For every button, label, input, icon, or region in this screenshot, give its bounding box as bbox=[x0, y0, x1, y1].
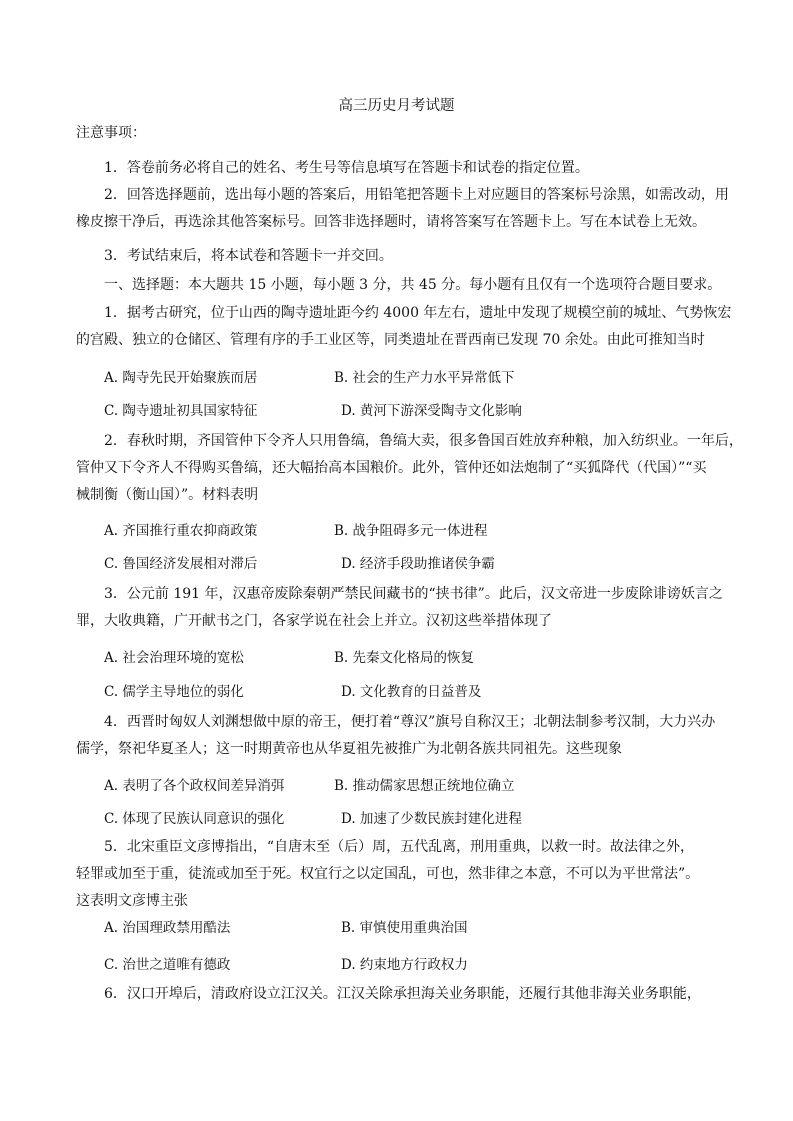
question-stem: 6．汉口开埠后，清政府设立江汉关。江汉关除承担海关业务职能，还履行其他非海关业务职能， bbox=[104, 986, 701, 1002]
option-c[interactable]: C. 陶寺遗址初具国家特征 bbox=[104, 403, 258, 419]
notice-line: 3．考试结束后，将本试卷和答题卡一并交回。 bbox=[104, 248, 393, 264]
question-stem: 管仲又下令齐人不得购买鲁缟，还大幅抬高本国粮价。此外，管仲还如法炮制了“买狐降代（代国）”“买 bbox=[76, 460, 707, 476]
option-a[interactable]: A. 表明了各个政权间差异消弭 bbox=[104, 778, 285, 794]
exam-title: 高三历史月考试题 bbox=[338, 98, 455, 114]
section-heading: 一、选择题：本大题共 15 小题，每小题 3 分，共 45 分。每小题有且仅有一个选项符合题目要求。 bbox=[104, 277, 722, 293]
option-c[interactable]: C. 鲁国经济发展相对滞后 bbox=[104, 556, 258, 572]
option-b[interactable]: B. 社会的生产力水平异常低下 bbox=[334, 370, 515, 386]
option-d[interactable]: D. 经济手段助推诸侯争霸 bbox=[341, 556, 495, 572]
notice-line: 1．答卷前务必将自己的姓名、考生号等信息填写在答题卡和试卷的指定位置。 bbox=[104, 160, 589, 176]
notice-line: 橡皮擦干净后，再选涂其他答案标号。回答非选择题时，请将答案写在答题卡上。写在本试卷上无效。 bbox=[76, 214, 706, 230]
option-b[interactable]: B. 推动儒家思想正统地位确立 bbox=[334, 778, 515, 794]
question-stem: 儒学，祭祀华夏圣人；这一时期黄帝也从华夏祖先被推广为北朝各族共同祖先。这些现象 bbox=[76, 741, 622, 757]
notice-line: 2．回答选择题前，选出每小题的答案后，用铅笔把答题卡上对应题目的答案标号涂黑，如需改动，用 bbox=[104, 187, 729, 203]
option-d[interactable]: D. 加速了少数民族封建化进程 bbox=[341, 811, 522, 827]
notice-heading: 注意事项： bbox=[76, 125, 146, 141]
option-d[interactable]: D. 文化教育的日益普及 bbox=[341, 684, 482, 700]
option-c[interactable]: C. 治世之道唯有德政 bbox=[104, 957, 231, 973]
question-stem: 轻罪或加至于重，徒流或加至于死。权宜行之以定国乱，可也，然非律之本意，不可以为平世常法”。 bbox=[76, 866, 700, 882]
option-c[interactable]: C. 体现了民族认同意识的强化 bbox=[104, 811, 285, 827]
option-a[interactable]: A. 社会治理环境的宽松 bbox=[104, 650, 244, 666]
option-a[interactable]: A. 齐国推行重农抑商政策 bbox=[104, 523, 258, 539]
question-stem: 5．北宋重臣文彦博指出，“自唐末至（后）周，五代乱离，刑用重典，以救一时。故法律之外， bbox=[104, 839, 695, 855]
option-a[interactable]: A. 陶寺先民开始聚族而居 bbox=[104, 370, 258, 386]
question-stem: 2．春秋时期，齐国管仲下令齐人只用鲁缟，鲁缟大卖，很多鲁国百姓放弃种粮，加入纺织业。一年后， bbox=[104, 433, 743, 449]
question-stem: 1．据考古研究，位于山西的陶寺遗址距今约 4000 年左右，遗址中发现了规模空前的城址、气势恢宏 bbox=[104, 305, 732, 321]
option-d[interactable]: D. 约束地方行政权力 bbox=[341, 957, 468, 973]
option-b[interactable]: B. 审慎使用重典治国 bbox=[341, 920, 468, 936]
question-stem: 这表明文彦博主张 bbox=[76, 893, 188, 909]
question-stem: 械制衡（衡山国）”。材料表明 bbox=[76, 487, 259, 503]
option-c[interactable]: C. 儒学主导地位的弱化 bbox=[104, 684, 244, 700]
option-b[interactable]: B. 战争阻碍多元一体进程 bbox=[334, 523, 488, 539]
question-stem: 罪，大收典籍，广开献书之门，各家学说在社会上并立。汉初这些举措体现了 bbox=[76, 613, 552, 629]
question-stem: 的宫殿、独立的仓储区、管理有序的手工业区等，同类遗址在晋西南已发现 70 余处。由此可推知当时 bbox=[76, 332, 705, 348]
option-d[interactable]: D. 黄河下游深受陶寺文化影响 bbox=[341, 403, 522, 419]
question-stem: 3．公元前 191 年，汉惠帝废除秦朝严禁民间藏书的“挟书律”。此后，汉文帝进一步废除诽谤妖言之 bbox=[104, 586, 723, 602]
option-a[interactable]: A. 治国理政禁用酷法 bbox=[104, 920, 231, 936]
option-b[interactable]: B. 先秦文化格局的恢复 bbox=[334, 650, 475, 666]
question-stem: 4．西晋时匈奴人刘渊想做中原的帝王，便打着“尊汉”旗号自称汉王；北朝法制参考汉制，大力兴办 bbox=[104, 714, 716, 730]
